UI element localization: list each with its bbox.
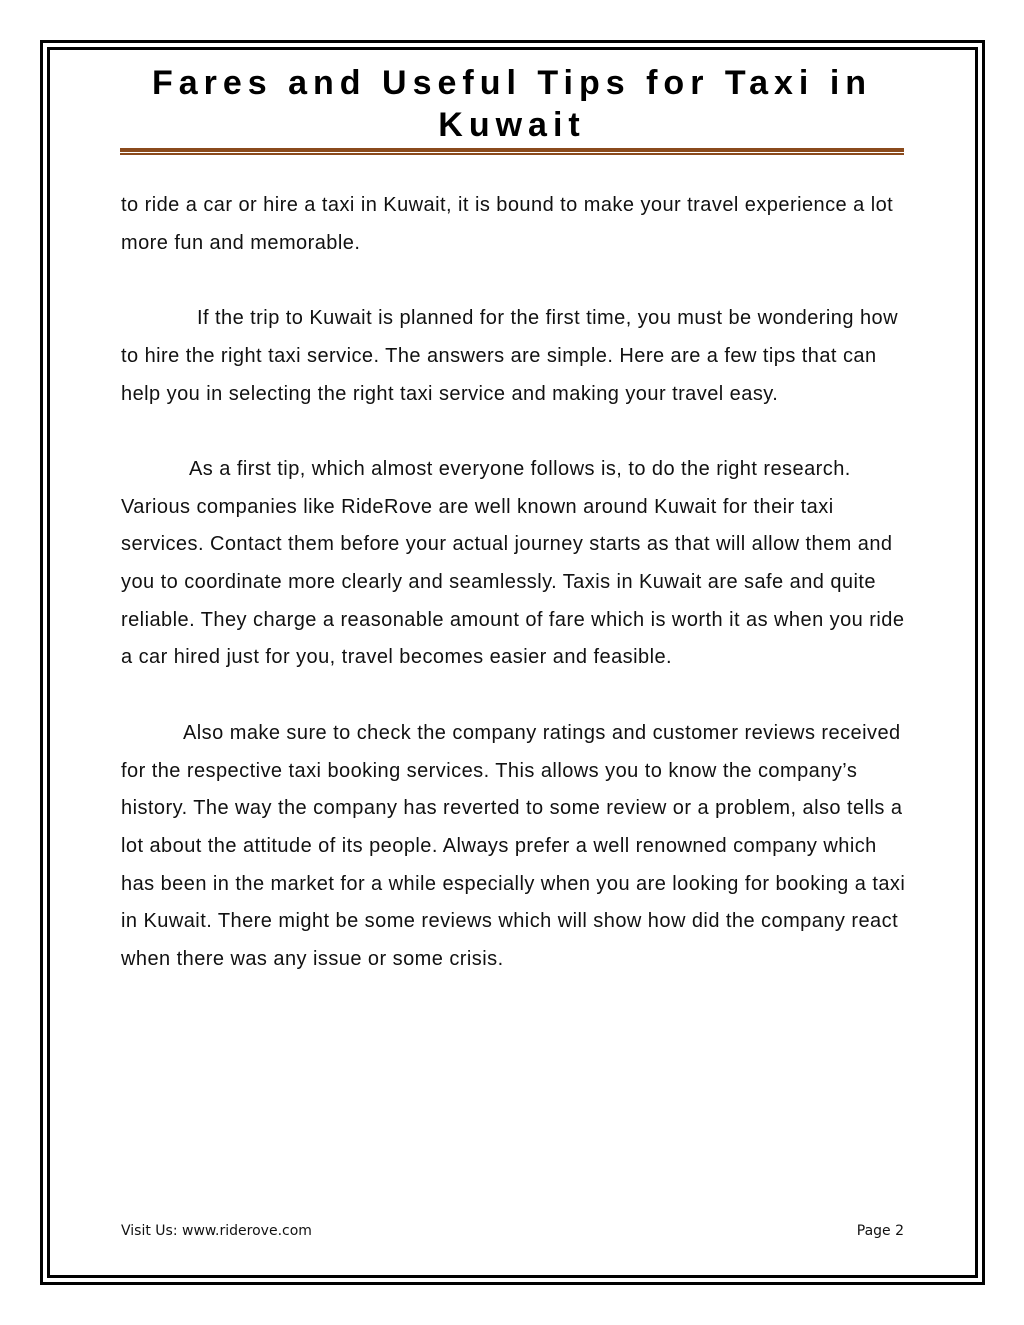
- page-title: Fares and Useful Tips for Taxi in Kuwait: [151, 64, 873, 144]
- paragraph-spacer: [121, 677, 911, 715]
- footer-page-number: Page 2: [856, 1223, 904, 1239]
- title-divider-thick-line: [120, 148, 904, 152]
- paragraph-1: to ride a car or hire a taxi in Kuwait, it is bound to make your travel experience a lot more fun and memorable.: [121, 194, 894, 254]
- footer-visit-link[interactable]: Visit Us: www.riderove.com: [121, 1223, 312, 1239]
- title-divider: [120, 148, 904, 155]
- document-body: [121, 187, 911, 979]
- paragraph-3: As a first tip, which almost everyone follows is, to do the right research. Various companies like RideRove are well known around Kuwait for their taxi services. Contact them before your actual journey starts as that will allow them and you to coordinate more clearly and seamlessly. Taxis in Kuwait are safe and quite reliable. They charge a reasonable amount of fare which is worth it as when you ride a car hired just for you, travel becomes easier and feasible.: [121, 457, 905, 669]
- paragraph-2: If the trip to Kuwait is planned for the first time, you must be wondering how to hire the right taxi service. The answers are simple. Here are a few tips that can help you in selecting the right taxi service and making your travel easy.: [121, 307, 898, 405]
- paragraph-4: Also make sure to check the company ratings and customer reviews received for the respective taxi booking services. This allows you to know the company’s history. The way the company has reverted to some review or a problem, also tells a lot about the attitude of its people. Always prefer a well renowned company which has been in the market for a while especially when you are looking for booking a taxi in Kuwait. There might be some reviews which will show how did the company react when there was any issue or some crisis.: [121, 721, 906, 971]
- paragraph-spacer: [121, 262, 911, 300]
- title-divider-thin-line: [120, 153, 904, 155]
- paragraph-spacer: [121, 413, 911, 451]
